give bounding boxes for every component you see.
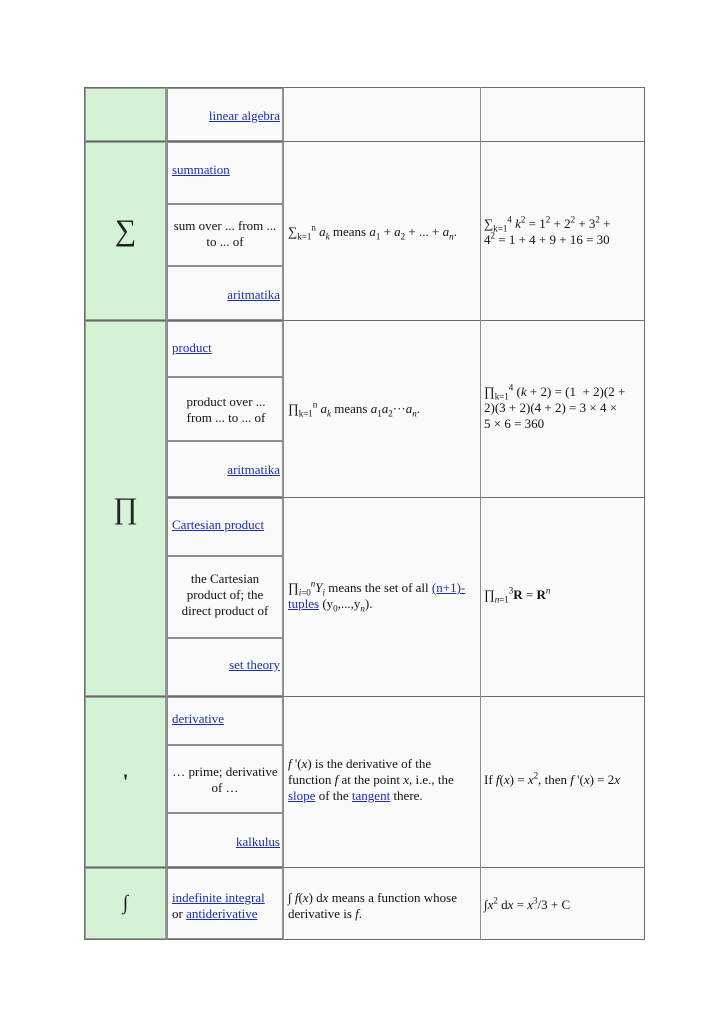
indefinite-integral-link[interactable]: indefinite integral (172, 890, 265, 905)
or-text: or (172, 906, 183, 921)
integral-symbol (85, 868, 166, 939)
aritmatika-link[interactable]: aritmatika (227, 287, 280, 302)
product-glyph: ∏ (113, 491, 138, 525)
set-theory-link[interactable]: set theory (229, 657, 280, 672)
symbol-cell-empty (85, 88, 166, 141)
derivative-symbol (85, 697, 166, 867)
derivative-explanation: f '(x) is the derivative of the function f at the point x, i.e., the slope of the tangent there. (288, 756, 454, 803)
slope-link[interactable]: slope (288, 788, 316, 803)
n-plus-one-link[interactable]: (n+1)- (431, 580, 466, 595)
column-divider (480, 87, 481, 940)
product-example: $\prod_{k=1}^4$ (k + 2) = (1 + 2)(2 + 2)(3 + 2)(4 + 2) = 3 × 4 × 5 × 6 = 360 (484, 382, 626, 431)
prime-glyph: ' (122, 769, 129, 794)
summation-reading: sum over ... from ... to ... of (173, 218, 277, 249)
integral-names (172, 890, 282, 922)
tangent-link[interactable]: tangent (351, 788, 391, 803)
summation-explanation: $\sum_{k=1}^n$ $a_k$ means $a_1 + a_2$ + ... + $a_n$. (288, 222, 457, 242)
summation-example: $\sum_{k=1}^4$ $k^2 = 1^2 + 2^2 + 3^2$ + $4^2 = 1 + 4 + 9 + 16 = 30$ (484, 214, 611, 247)
summation-glyph: ∑ (114, 214, 137, 247)
integral-explanation: ∫ f(x) dx means a function whose derivative is f. (288, 890, 457, 921)
column-divider (283, 87, 284, 940)
cartesian-product-link[interactable]: Cartesian product (172, 517, 265, 532)
derivative-link[interactable]: derivative (172, 711, 224, 726)
summation-link[interactable]: summation (172, 162, 230, 177)
product-symbol (85, 321, 166, 696)
derivative-example: If $f(x) = x^2$, then f '(x) = 2x (484, 770, 621, 787)
cartesian-example: $\prod_{n=1}^3R = R^n$ (484, 585, 551, 605)
product-reading: product over ... from ... to ... of (186, 394, 266, 425)
summation-symbol (85, 142, 166, 320)
tuples-link[interactable]: tuples (288, 596, 320, 611)
antiderivative-link[interactable]: antiderivative (186, 906, 258, 921)
kalkulus-link[interactable]: kalkulus (235, 834, 280, 849)
linear-algebra-link[interactable]: linear algebra (208, 108, 280, 123)
cartesian-explanation: $\prod_{i=0}^nY_i$ means the set of all (n+1)- tuples $(y_0,...,y_n)$. (288, 578, 466, 614)
derivative-reading: … prime; derivative of … (172, 764, 278, 795)
aritmatika-link[interactable]: aritmatika (227, 462, 280, 477)
product-explanation: $\prod_{k=1}^n$ $a_k$ means $a_1a_2\cdot\cdot\cdot a_n$. (288, 399, 420, 419)
integral-glyph: ∫ (122, 892, 129, 914)
product-link[interactable]: product (172, 340, 212, 355)
cartesian-reading: the Cartesian product of; the direct product of (181, 571, 269, 618)
integral-example: $\int x^2$ dx = $x^3/3 + C$ (484, 895, 571, 912)
